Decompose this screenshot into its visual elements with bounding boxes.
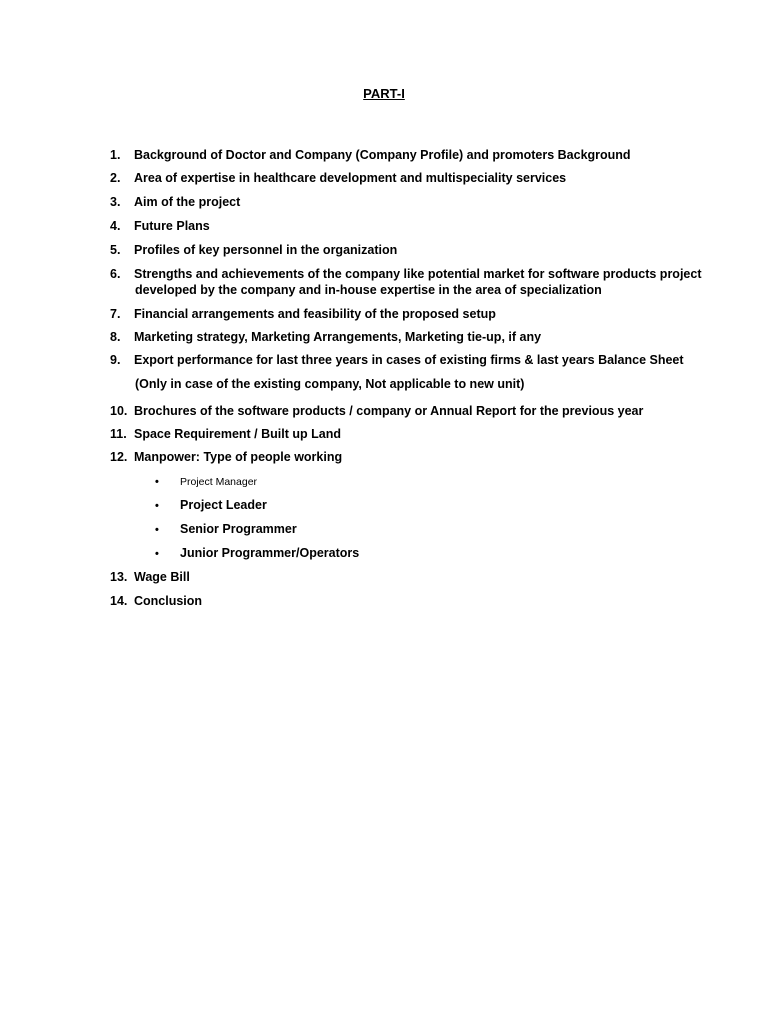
bullet-text: Senior Programmer [180,522,297,536]
list-item-8 [110,329,541,345]
bullet-icon: • [155,524,159,536]
list-item-4 [110,218,210,234]
item-text: Background of Doctor and Company (Company Profile) and promoters Background [134,148,631,162]
bullet-icon: • [155,476,159,488]
item-text: Wage Bill [134,570,190,584]
item-number: 8. [110,330,121,344]
manpower-bullet-2 [155,497,267,514]
manpower-bullet-3 [155,521,297,538]
item-number: 4. [110,219,121,233]
list-item-9-note: (Only in case of the existing company, Not applicable to new unit) [135,377,525,391]
item-number: 7. [110,307,121,321]
list-item-3 [110,194,240,210]
item-number: 9. [110,353,121,367]
bullet-text: Project Manager [180,476,258,488]
item-number: 13. [110,570,128,584]
item-number: 1. [110,148,121,162]
item-text: Profiles of key personnel in the organization [134,243,398,257]
item-number: 12. [110,450,128,464]
item-number: 5. [110,243,121,257]
list-item-12 [110,449,342,465]
item-text: Financial arrangements and feasibility of the proposed setup [134,307,496,321]
item-text: Future Plans [134,219,210,233]
item-number: 10. [110,404,128,418]
item-text: Marketing strategy, Marketing Arrangements, Marketing tie-up, if any [134,330,542,344]
item-text: Brochures of the software products / company or Annual Report for the previous year [134,404,644,418]
list-item-6 [110,266,702,282]
list-item-2 [110,170,566,186]
list-item-10 [110,403,643,419]
bullet-text: Project Leader [180,498,267,512]
manpower-bullet-4 [155,545,359,562]
item-number: 14. [110,594,128,608]
list-item-11 [110,426,341,442]
list-item-5 [110,242,397,258]
bullet-icon: • [155,500,159,512]
list-item-13 [110,569,190,585]
item-text: Manpower: Type of people working [134,450,343,464]
item-text: Conclusion [134,594,203,608]
manpower-bullet-1 [155,473,257,490]
bullet-text: Junior Programmer/Operators [180,546,360,560]
list-item-7 [110,306,496,322]
item-text: Export performance for last three years in cases of existing firms & last years Balance Sheet [134,353,684,367]
list-item-6-continuation: developed by the company and in-house expertise in the area of specialization [135,283,602,297]
item-number: 11. [110,427,127,441]
page-title: PART-I [363,86,405,101]
list-item-1 [110,147,631,163]
list-item-9 [110,352,684,368]
item-number: 6. [110,267,121,281]
item-text: Space Requirement / Built up Land [134,427,341,441]
list-item-14 [110,593,202,609]
item-number: 3. [110,195,121,209]
item-text: Strengths and achievements of the company like potential market for software products project [134,267,702,281]
item-text: Area of expertise in healthcare development and multispeciality services [134,171,567,185]
item-text: Aim of the project [134,195,241,209]
bullet-icon: • [155,548,159,560]
item-number: 2. [110,171,121,185]
